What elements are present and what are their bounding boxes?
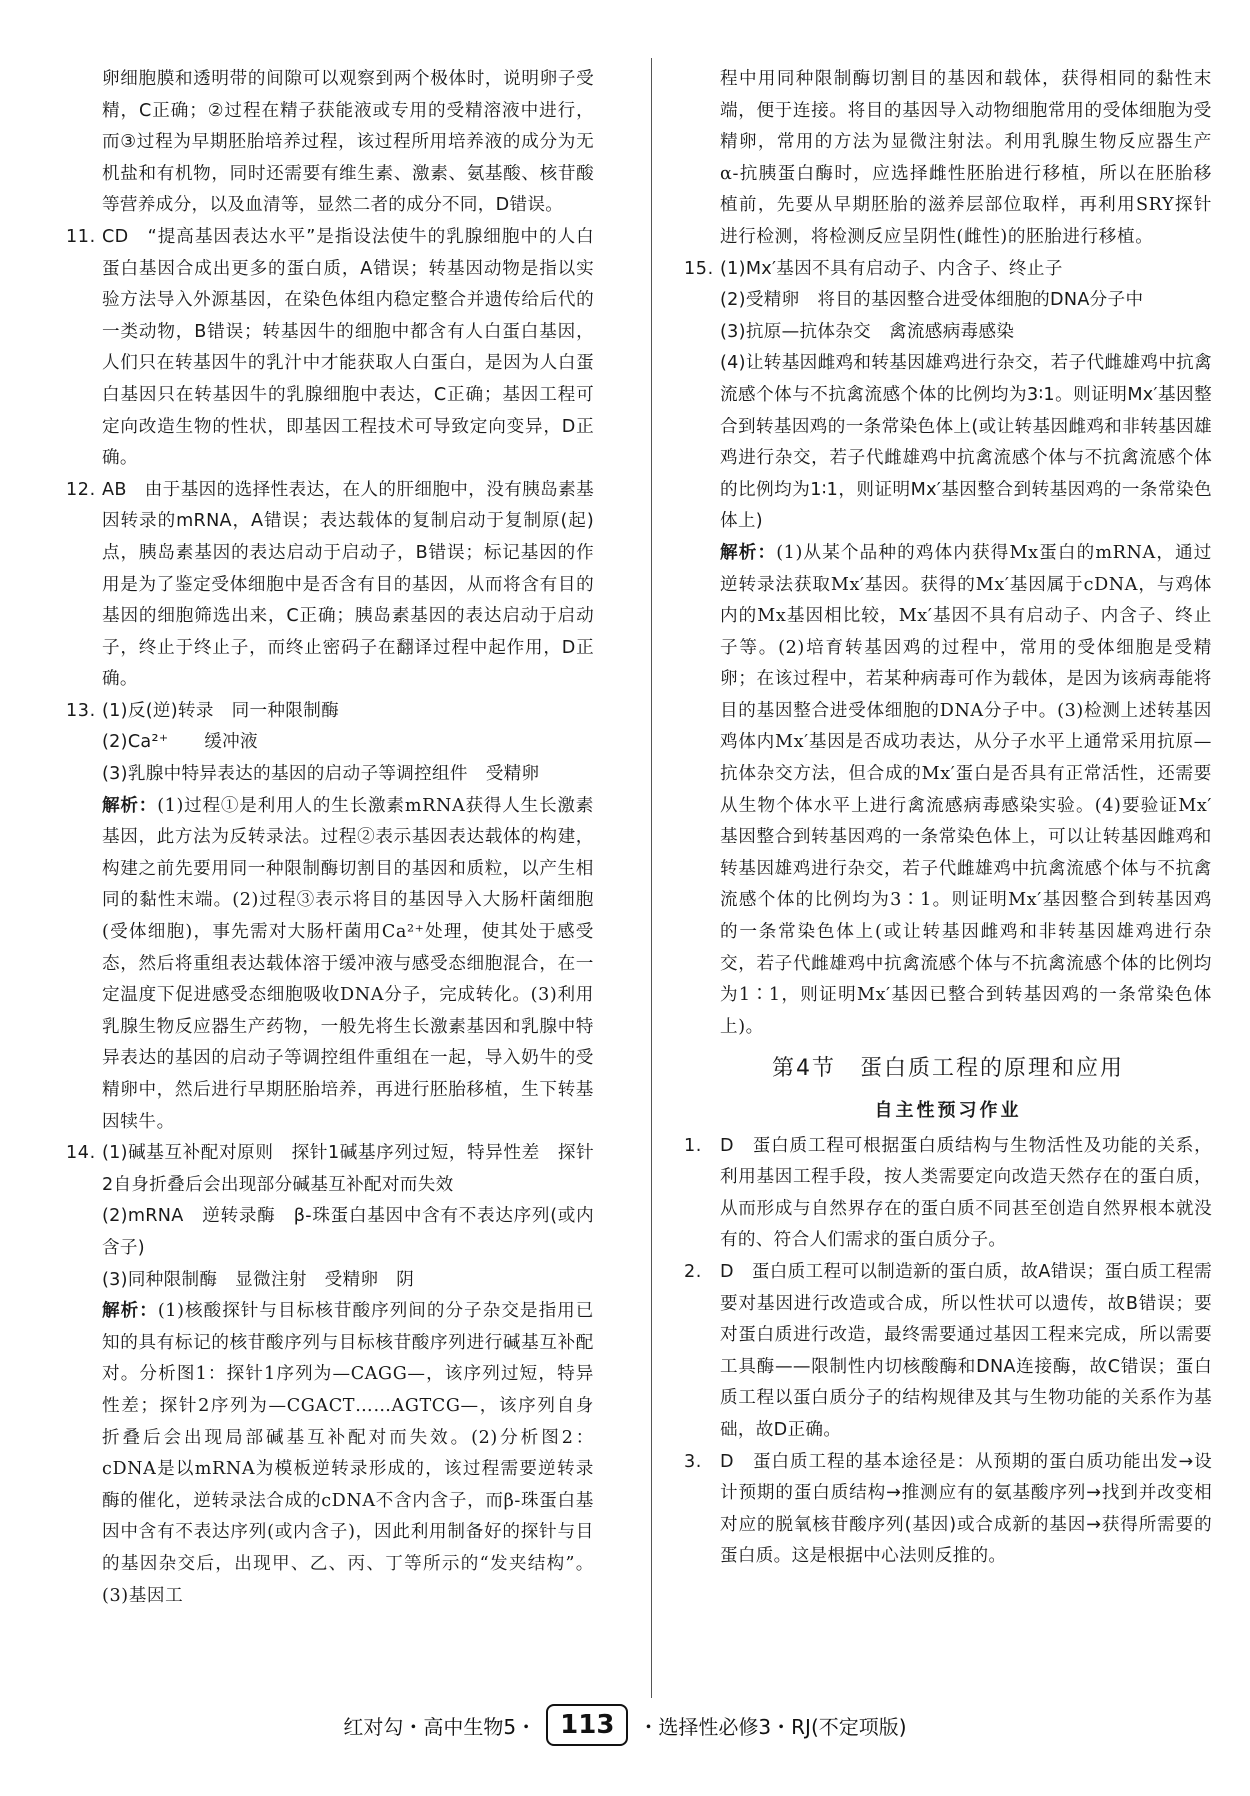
right-column: [684, 64, 1212, 1573]
explanation-label: 解析：: [102, 795, 158, 816]
explanation: [720, 538, 1212, 1044]
column-divider: [651, 58, 652, 1698]
answer-line-2: (2)mRNA 逆转录酶 β-珠蛋白基因中含有不表达序列(或内含子): [102, 1206, 594, 1258]
answer-line-1: (1)Mx′基因不具有启动子、内含子、终止子: [720, 258, 1063, 279]
answer-line-1: (1)反(逆)转录 同一种限制酶: [102, 700, 339, 721]
question-12: [66, 475, 594, 696]
answer-line-4: (4)让转基因雌鸡和转基因雄鸡进行杂交，若子代雌雄鸡中抗禽流感个体与不抗禽流感个体的比例均为3∶1。则证明Mx′基因整合到转基因鸡的一条常染色体上(或让转基因雌鸡和非转基因雄鸡进行杂交，若子代雌雄鸡中抗禽流感个体与不抗禽流感个体的比例均为1∶1，则证明Mx′基因整合到转基因鸡的一条常染色体上): [720, 353, 1212, 532]
page-footer: [0, 1700, 1250, 1750]
question-15: [684, 254, 1212, 1044]
question-14: [66, 1138, 594, 1612]
question-number: 13.: [66, 700, 96, 721]
continued-text: 程中用同种限制酶切割目的基因和载体，获得相同的黏性末端，便于连接。将目的基因导入动物细胞常用的受体细胞为受精卵，常用的方法为显微注射法。利用乳腺生物反应器生产α-抗胰蛋白酶时，应选择雌性胚胎进行移植，所以在胚胎移植前，先要从早期胚胎的滋养层部位取样，再利用SRY探针进行检测，将检测反应呈阴性(雌性)的胚胎进行移植。: [720, 69, 1212, 247]
footer-edition: ・选择性必修3・RJ(不定项版): [638, 1714, 907, 1739]
explanation-label: 解析：: [720, 542, 777, 563]
answer-line-3: (3)同种限制酶 显微注射 受精卵 阴: [102, 1269, 415, 1290]
explanation-text: (1)过程①是利用人的生长激素mRNA获得人生长激素基因，此方法为反转录法。过程②表示基因表达载体的构建，构建之前先要用同一种限制酶切割目的基因和质粒，以产生相同的黏性末端。(2)过程③表示将目的基因导入大肠杆菌细胞(受体细胞)，事先需对大肠杆菌用Ca²⁺处理，使其处于感受态，然后将重组表达载体溶于缓冲液与感受态细胞混合，在一定温度下促进感受态细胞吸收DNA分子，完成转化。(3)利用乳腺生物反应器生产药物，一般先将生长激素基因和乳腺中特异表达的基因的启动子等调控组件重组在一起，导入奶牛的受精卵中，然后进行早期胚胎培养，再进行胚胎移植，生下转基因犊牛。: [102, 795, 594, 1132]
question-number: 1.: [684, 1135, 702, 1156]
continued-text: 卵细胞膜和透明带的间隙可以观察到两个极体时，说明卵子受精，C正确；②过程在精子获能液或专用的受精溶液中进行，而③过程为早期胚胎培养过程，该过程所用培养液的成分为无机盐和有机物，同时还需要有维生素、激素、氨基酸、核苷酸等营养成分，以及血清等，显然二者的成分不同，D错误。: [102, 69, 594, 216]
question-number: 15.: [684, 258, 714, 279]
subsection-title: 自主性预习作业: [874, 1100, 1022, 1121]
answer-line-3: (3)乳腺中特异表达的基因的启动子等调控组件 受精卵: [102, 764, 540, 785]
question-number: 2.: [684, 1261, 702, 1282]
footer-book-title: 红对勾・高中生物5・: [343, 1714, 537, 1739]
answer-text: D 蛋白质工程可根据蛋白质结构与生物活性及功能的关系，利用基因工程手段，按人类需要定向改造天然存在的蛋白质，从而形成与自然界存在的蛋白质不同甚至创造自然界根本就没有的、符合人们需求的蛋白质分子。: [720, 1135, 1212, 1251]
answer-text: D 蛋白质工程的基本途径是：从预期的蛋白质功能出发→设计预期的蛋白质结构→推测应有的氨基酸序列→找到并改变相对应的脱氧核苷酸序列(基因)或合成新的基因→获得所需要的蛋白质。这是根据中心法则反推的。: [720, 1451, 1212, 1567]
question-number: 11.: [66, 226, 96, 247]
answer-text: CD “提高基因表达水平”是指设法使牛的乳腺细胞中的人白蛋白基因合成出更多的蛋白质，A错误；转基因动物是指以实验方法导入外源基因，在染色体组内稳定整合并遗传给后代的一类动物，B错误；转基因牛的细胞中都含有人白蛋白基因，人们只在转基因牛的乳汁中才能获取人白蛋白，是因为人白蛋白基因只在转基因牛的乳腺细胞中表达，C正确；基因工程可定向改造生物的性状，即基因工程技术可导致定向变异，D正确。: [102, 226, 594, 469]
left-column: [66, 64, 594, 1612]
answer-text: D 蛋白质工程可以制造新的蛋白质，故A错误；蛋白质工程需要对基因进行改造或合成，所以性状可以遗传，故B错误；要对蛋白质进行改造，最终需要通过基因工程来完成，所以需要工具酶——限制性内切核酸酶和DNA连接酶，故C错误；蛋白质工程以蛋白质分子的结构规律及其与生物功能的关系作为基础，故D正确。: [720, 1261, 1212, 1440]
answer-line-2: (2)受精卵 将目的基因整合进受体细胞的DNA分子中: [720, 290, 1144, 311]
explanation-text: (1)从某个品种的鸡体内获得Mx蛋白的mRNA，通过逆转录法获取Mx′基因。获得的Mx′基因属于cDNA，与鸡体内的Mx基因相比较，Mx′基因不具有启动子、内含子、终止子等。(2)培育转基因鸡的过程中，常用的受体细胞是受精卵；在该过程中，若某种病毒可作为载体，是因为该病毒能将目的基因整合进受体细胞的DNA分子中。(3)检测上述转基因鸡体内Mx′基因是否成功表达，从分子水平上通常采用抗原—抗体杂交方法，但合成的Mx′蛋白是否具有正常活性，还需要从生物个体水平上进行禽流感病毒感染实验。(4)要验证Mx′基因整合到转基因鸡的一条常染色体上，可以让转基因雌鸡和转基因雄鸡进行杂交，若子代雌雄鸡中抗禽流感个体与不抗禽流感个体的比例均为3∶1。则证明Mx′基因整合到转基因鸡的一条常染色体上(或让转基因雌鸡和非转基因雄鸡进行杂交，若子代雌雄鸡中抗禽流感个体与不抗禽流感个体的比例均为1∶1，则证明Mx′基因已整合到转基因鸡的一条常染色体上)。: [720, 542, 1212, 1037]
explanation-text: (1)核酸探针与目标核苷酸序列间的分子杂交是指用已知的具有标记的核苷酸序列与目标核苷酸序列进行碱基互补配对。分析图1：探针1序列为—CAGG—，该序列过短，特异性差；探针2序列为—CGACT……AGTCG—，该序列自身折叠后会出现局部碱基互补配对而失效。(2)分析图2：cDNA是以mRNA为模板逆转录形成的，该过程需要逆转录酶的催化，逆转录法合成的cDNA不含内含子，而β-珠蛋白基因中含有不表达序列(或内含子)，因此利用制备好的探针与目的基因杂交后，出现甲、乙、丙、丁等所示的“发夹结构”。(3)基因工: [102, 1301, 594, 1606]
answer-text: AB 由于基因的选择性表达，在人的肝细胞中，没有胰岛素基因转录的mRNA，A错误；表达载体的复制启动于复制原(起)点，胰岛素基因的表达启动于启动子，B错误；标记基因的作用是为了鉴定受体细胞中是否含有目的基因，从而将含有目的基因的细胞筛选出来，C正确；胰岛素基因的表达启动于启动子，终止于终止子，而终止密码子在翻译过程中起作用，D正确。: [102, 479, 594, 690]
explanation: [102, 791, 594, 1139]
answer-line-2: (2)Ca²⁺ 缓冲液: [102, 732, 258, 753]
answer-line-3: (3)抗原—抗体杂交 禽流感病毒感染: [720, 321, 1015, 342]
explanation-label: 解析：: [102, 1301, 158, 1322]
question-number: 12.: [66, 479, 96, 500]
explanation: [102, 1296, 594, 1612]
section-title: 第4节 蛋白质工程的原理和应用: [772, 1056, 1124, 1082]
question-1: [684, 1131, 1212, 1257]
question-11: [66, 222, 594, 475]
question-2: [684, 1257, 1212, 1447]
page-number: 113: [546, 1704, 628, 1746]
question-13: [66, 696, 594, 1138]
answer-line-1: (1)碱基互补配对原则 探针1碱基序列过短，特异性差 探针2自身折叠后会出现部分碱基互补配对而失效: [102, 1143, 594, 1195]
question-3: [684, 1447, 1212, 1573]
question-number: 3.: [684, 1451, 702, 1472]
question-number: 14.: [66, 1143, 96, 1164]
